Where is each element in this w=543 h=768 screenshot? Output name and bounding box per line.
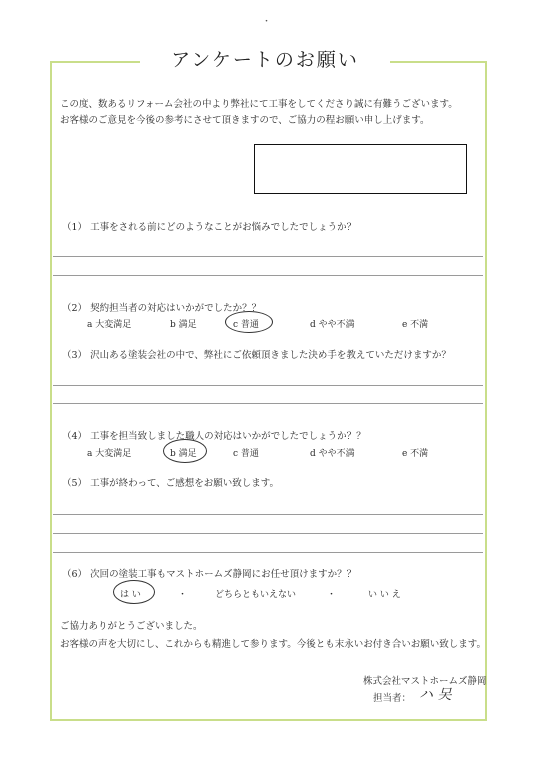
q4-option-b: b 満足 [170,449,197,459]
q2-option-c: c 普通 [233,320,259,330]
q2-option-e: e 不満 [402,320,429,330]
q4-option-d: d やや不満 [310,449,355,459]
company-name: 株式会社マストホームズ静岡 [363,676,487,687]
question-1: （1） 工事をされる前にどのようなことがお悩みでしたでしょうか？ [62,222,357,233]
q2-option-d: d やや不満 [310,320,355,330]
q6-answer-circle [113,580,155,604]
q4-option-c: c 普通 [233,449,259,459]
q2-answer-circle [225,311,273,333]
top-mark: ・ [262,17,272,27]
q2-option-b: b 満足 [170,320,197,330]
customer-name-box [254,144,467,194]
answer-line-q1-2 [53,275,483,276]
answer-line-q5-1 [53,514,483,515]
closing-line-2: お客様の声を大切にし、これからも精進して参ります。今後とも末永いお付き合いお願い致します。 [60,639,486,650]
q6-separator-1: ・ [178,590,188,600]
staff-label: 担当者： [373,693,412,704]
q6-option-neutral: どちらともいえない [215,590,297,600]
answer-line-q3-2 [53,403,483,404]
question-3: （3） 沢山ある塗装会社の中で、弊社にご依頼頂きました決め手を教えていただけますか？ [62,350,451,361]
page-title: アンケートのお願い [171,49,359,71]
question-2: （2） 契約担当者の対応はいかがでしたか？？ [62,303,262,314]
q6-option-no: い い え [368,590,401,600]
intro-line-2: お客様のご意見を今後の参考にさせて頂きますので、ご協力の程お願い申し上げます。 [60,115,430,126]
answer-line-q5-2 [53,533,483,534]
q4-option-a: a 大変満足 [87,449,132,459]
intro-line-1: この度、数あるリフォーム会社の中より弊社にて工事をしてくださり誠に有難うございます。 [60,99,458,110]
staff-signature: ハ 㕦 [419,687,452,703]
q4-option-e: e 不満 [402,449,429,459]
question-5: （5） 工事が終わって、ご感想をお願い致します。 [62,478,280,489]
answer-line-q3-1 [53,385,483,386]
q6-option-yes: は い [120,590,141,600]
question-6: （6） 次回の塗装工事もマストホームズ静岡にお任せ頂けますか？？ [62,569,357,580]
answer-line-q1-1 [53,256,483,257]
q2-option-a: a 大変満足 [87,320,132,330]
answer-line-q5-3 [53,552,483,553]
closing-line-1: ご協力ありがとうございました。 [60,621,203,632]
question-4: （4） 工事を担当致しました職人の対応はいかがでしたでしょうか？？ [62,431,366,442]
q6-separator-2: ・ [327,590,337,600]
q4-answer-circle [163,439,207,463]
